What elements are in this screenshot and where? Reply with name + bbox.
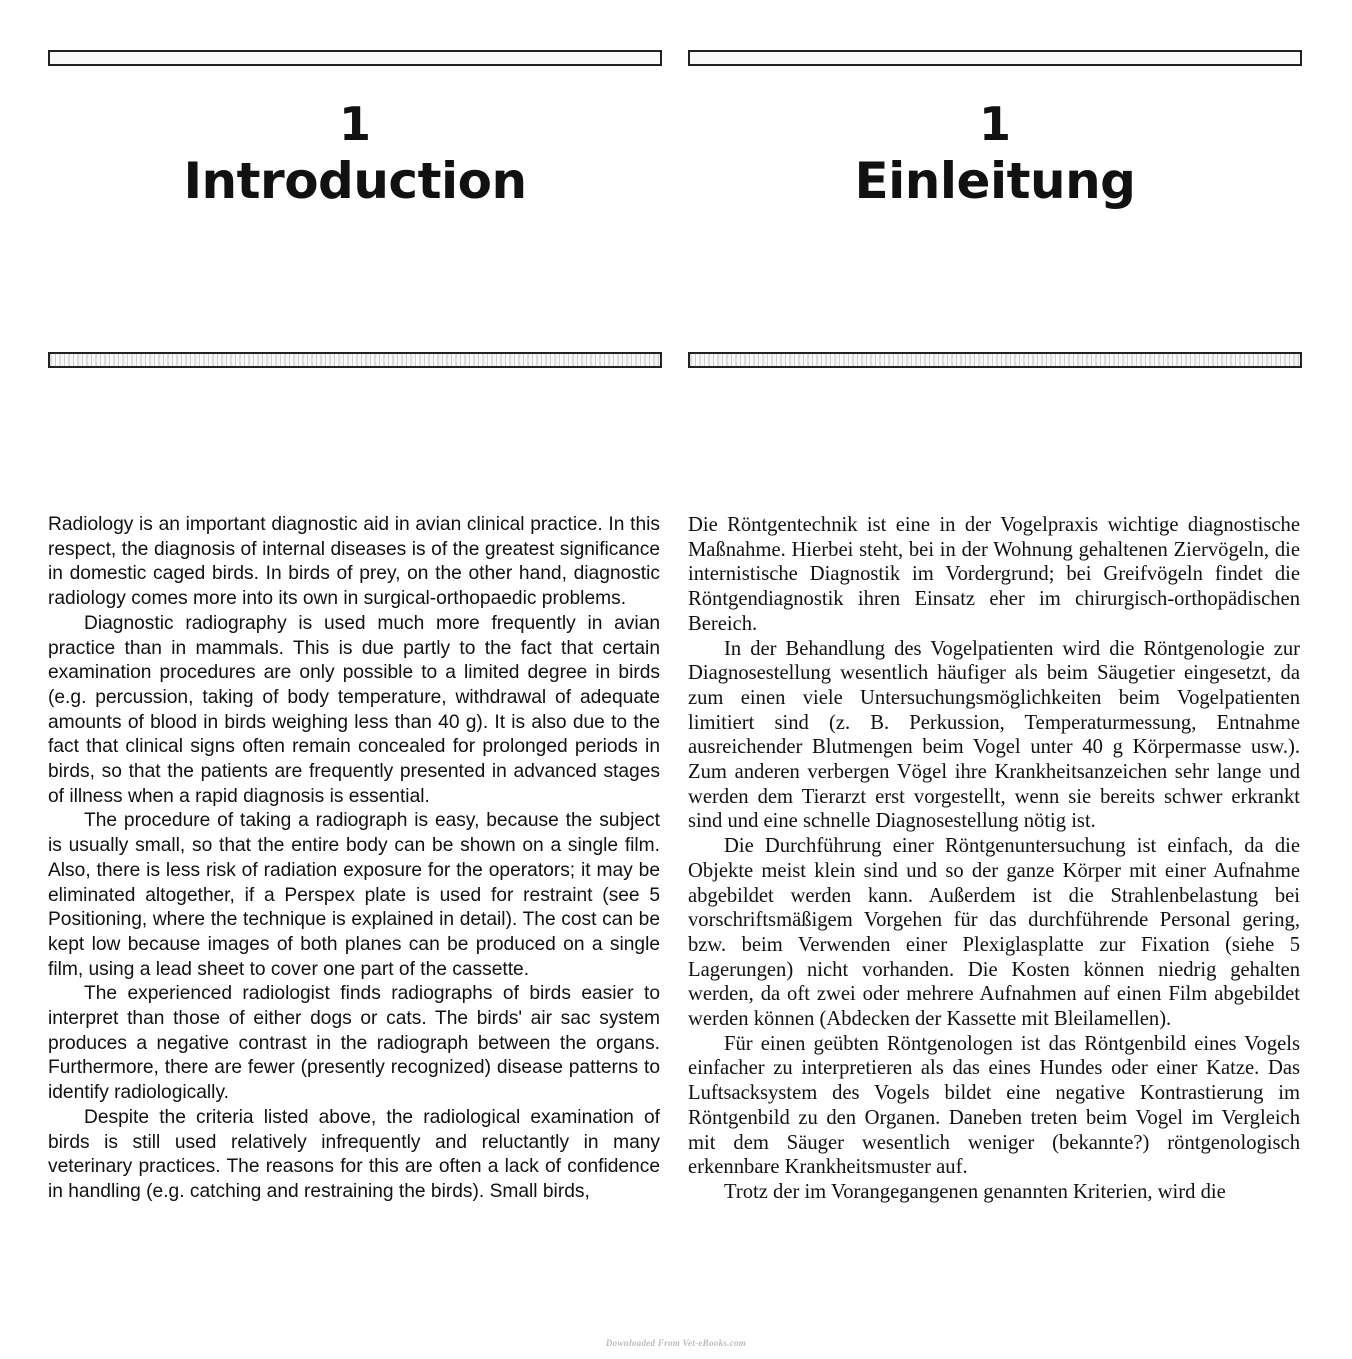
paragraph: In der Behandlung des Vogelpatienten wird die Röntgenologie zur Diagnosestellung wesentlich häufiger als beim Säugetier eingesetzt, da zum einen viele Untersuchungsmöglichkeiten beim Vogelpatienten limitiert sind (z. B. Perkussion, Temperaturmessung, Entnahme ausreichender Blutmengen beim Vogel unter 40 g Körpermasse usw.). Zum anderen verbergen Vögel ihre Krankheitsanzeichen sehr lange und werden dem Tierarzt erst vorgestellt, wenn sie bereits schwer erkrankt sind und eine schnelle Diagnosestellung nötig ist. [688,637,1300,833]
chapter-header-frame-top [48,50,662,66]
download-watermark: Downloaded From Vet-eBooks.com [605,1338,747,1348]
body-text-german [688,513,1300,1241]
paragraph: The procedure of taking a radiograph is easy, because the subject is usually small, so that the entire body can be shown on a single film. Also, there is less risk of radiation exposure for the operators; it may be eliminated altogether, if a Perspex plate is used for restraint (see 5 Positioning, where the technique is explained in detail). The cost can be kept low because images of both planes can be produced on a single film, using a lead sheet to cover one part of the cassette. [48,810,660,980]
paragraph: Die Röntgentechnik ist eine in der Vogelpraxis wichtige diagnostische Maßnahme. Hierbei steht, bei in der Wohnung gehaltenen Ziervögeln, die internistische Diagnostik im Vordergrund; bei Greifvögeln findet die Röntgendiagnostik ihren Einsatz eher im chirurgisch-orthopädischen Bereich. [688,514,1300,635]
chapter-header-frame-bottom [688,352,1302,368]
paragraph: Trotz der im Vorangegangenen genannten Kriterien, wird die [724,1180,1226,1203]
chapter-title: Introduction [183,152,527,210]
chapter-number: 1 [338,97,371,151]
german-column [688,0,1302,1359]
chapter-title: Einleitung [854,152,1136,210]
english-column [48,0,662,1359]
chapter-number: 1 [978,97,1011,151]
paragraph: Diagnostic radiography is used much more frequently in avian practice than in mammals. This is due partly to the fact that certain examination procedures are only possible to a limited degree in birds (e.g. percussion, taking of body temperature, withdrawal of adequate amounts of blood in birds weighing less than 40 g). It is also due to the fact that clinical signs often remain concealed for prolonged periods in birds, so that the patients are frequently presented in advanced stages of illness when a rapid diagnosis is essential. [48,612,660,807]
paragraph: Für einen geübten Röntgenologen ist das Röntgenbild eines Vogels einfacher zu interpretieren als das eines Hundes oder einer Katze. Das Luftsacksystem des Vogels bildet eine negative Kontrastierung im Röntgenbild zu den Organen. Daneben treten beim Vogel im Vergleich mit dem Säuger wesentlich weniger (bekannte?) röntgenologisch erkennbare Krankheitsmuster auf. [688,1032,1300,1179]
chapter-header-frame-top [688,50,1302,66]
paragraph: Die Durchführung einer Röntgenuntersuchung ist einfach, da die Objekte meist klein sind und so der ganze Körper mit einer Aufnahme abgebildet werden kann. Außerdem ist die Strahlenbelastung bei vorschriftsmäßigem Vorgehen für das durchführende Personal gering, bzw. beim Verwenden einer Plexiglasplatte zur Fixation (siehe 5 Lagerungen) nicht vorhanden. Die Kosten können niedrig gehalten werden, da oft zwei oder mehrere Aufnahmen auf einen Film abgebildet werden können (Abdecken der Kassette mit Bleilamellen). [688,835,1300,1031]
body-text-english [48,513,660,1241]
paragraph: The experienced radiologist finds radiographs of birds easier to interpret than those of either dogs or cats. The birds' air sac system produces a negative contrast in the radiograph between the organs. Furthermore, there are fewer (presently recognized) disease patterns to identify radiologically. [48,983,660,1104]
paragraph: Despite the criteria listed above, the radiological examination of birds is still used relatively infrequently and reluctantly in many veterinary practices. The reasons for this are often a lack of confidence in handling (e.g. catching and restraining the birds). Small birds, [48,1106,660,1202]
chapter-header-frame-bottom [48,352,662,368]
paragraph: Radiology is an important diagnostic aid in avian clinical practice. In this respect, the diagnosis of internal diseases is of the greatest significance in domestic caged birds. In birds of prey, on the other hand, diagnostic radiology comes more into its own in surgical-orthopaedic problems. [48,514,660,610]
